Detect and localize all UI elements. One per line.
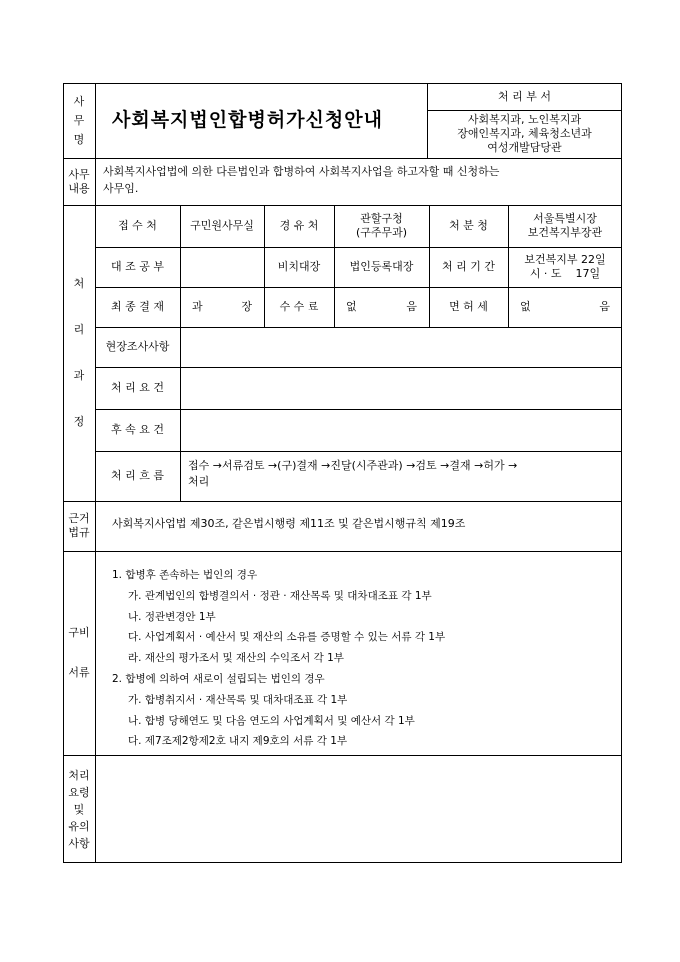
department-line: 여성개발담당관	[487, 141, 562, 154]
document-item: 나. 정관변경안 1부	[128, 610, 216, 623]
label-line: 서류	[68, 666, 90, 679]
document-item: 라. 재산의 평가조서 및 재산의 수익조서 각 1부	[128, 652, 344, 665]
side-label-legal-basis	[63, 501, 95, 551]
label-site-survey: 현장조사사항	[105, 340, 170, 353]
label-followup: 후 속 요 건	[111, 423, 164, 436]
label-char: 명	[73, 133, 85, 146]
value-processing-period	[508, 247, 622, 287]
label-processing-period: 처 리 기 간	[442, 260, 495, 273]
label-reception: 접 수 처	[118, 219, 157, 232]
label-char: 무	[73, 114, 85, 127]
value-line: 시 · 도 17일	[529, 267, 601, 280]
document-item: 가. 관계법인의 합병결의서 · 정관 · 재산목록 및 대차대조표 각 1부	[128, 589, 432, 602]
value-line: 관할구청	[360, 212, 403, 225]
task-content-line: 사회복지사업법에 의한 다른법인과 합병하여 사회복지사업을 하고자할 때 신청하는	[103, 165, 500, 178]
value-part: 없	[346, 300, 357, 313]
side-label-notes	[63, 755, 95, 863]
label-char: 정	[73, 415, 85, 428]
label-via: 경 유 처	[279, 219, 319, 232]
value-reception: 구민원사무실	[190, 219, 254, 232]
label-authority: 처 분 청	[449, 219, 488, 232]
value-line: 서울특별시장	[533, 212, 597, 225]
label-register: 비치대장	[277, 260, 321, 273]
department-line: 장애인복지과, 체육청소년과	[457, 127, 592, 140]
side-label-task-content	[63, 158, 95, 205]
label-license-tax: 면 허 세	[449, 300, 488, 313]
divider	[63, 158, 622, 159]
value-authority	[508, 205, 622, 247]
side-label-process	[63, 205, 95, 501]
label-line: 구비	[68, 626, 90, 639]
label-final-approval: 최 종 결 재	[111, 300, 164, 313]
value-line: 보건복지부장관	[527, 226, 603, 239]
value-register: 법인등록대장	[349, 260, 414, 273]
flow-line: 처리	[188, 475, 210, 488]
label-line: 요령	[68, 785, 90, 799]
value-line: 보건복지부 22일	[524, 253, 606, 266]
department-header: 처 리 부 서	[498, 89, 551, 103]
document-item: 나. 합병 당해연도 및 다음 연도의 사업계획서 및 예산서 각 1부	[128, 714, 415, 727]
label-reference-ledger: 대 조 공 부	[111, 260, 164, 273]
department-list	[427, 110, 622, 158]
label-line: 내용	[68, 181, 90, 195]
label-line: 법규	[68, 526, 90, 539]
label-line: 처리	[68, 768, 90, 782]
value-part: 과	[192, 300, 203, 313]
page-title: 사회복지법인합병허가신청안내	[112, 109, 383, 131]
value-part: 음	[406, 300, 417, 313]
divider	[63, 551, 622, 552]
value-license-tax	[508, 287, 622, 327]
label-line: 사항	[68, 836, 90, 850]
value-line: (구주무과)	[355, 226, 408, 239]
divider	[63, 755, 622, 756]
side-label-documents	[63, 551, 95, 755]
value-via	[334, 205, 429, 247]
value-fee	[334, 287, 429, 327]
label-char: 과	[73, 369, 85, 382]
label-line: 사무	[68, 167, 90, 181]
label-processing-flow: 처 리 흐 름	[111, 469, 164, 482]
department-line: 사회복지과, 노인복지과	[467, 113, 582, 126]
value-reference-ledger	[180, 247, 264, 287]
label-fee: 수 수 료	[279, 300, 319, 313]
flow-line: 접수 →서류검토 →(구)결재 →진달(시주관과) →검토 →결재 →허가 →	[188, 459, 518, 472]
document-item: 1. 합병후 존속하는 법인의 경우	[112, 569, 258, 581]
task-content-line: 사무임.	[103, 182, 139, 195]
label-requirements: 처 리 요 건	[111, 381, 164, 394]
processing-flow	[188, 458, 618, 490]
value-part: 장	[241, 300, 252, 313]
divider	[63, 501, 622, 502]
label-line: 유의	[68, 819, 90, 833]
legal-basis-text: 사회복지사업법 제30조, 같은법시행령 제11조 및 같은법시행규칙 제19조	[112, 517, 466, 530]
document-item: 2. 합병에 의하여 새로이 설립되는 법인의 경우	[112, 672, 325, 685]
side-label-samu	[63, 83, 95, 158]
document-item: 다. 제7조제2항제2호 내지 제9호의 서류 각 1부	[128, 735, 348, 748]
label-char: 사	[73, 95, 85, 108]
value-final-approval	[180, 287, 264, 327]
label-line: 및	[73, 802, 85, 816]
document-item: 가. 합병취지서 · 재산목록 및 대차대조표 각 1부	[128, 693, 348, 706]
value-part: 음	[599, 300, 610, 313]
label-char: 리	[73, 323, 85, 336]
label-char: 처	[73, 277, 85, 290]
document-item: 다. 사업계획서 · 예산서 및 재산의 소유를 증명할 수 있는 서류 각 1부	[128, 631, 446, 644]
label-line: 근거	[68, 512, 90, 525]
task-content	[103, 163, 615, 197]
documents-list	[112, 565, 445, 752]
value-part: 없	[520, 300, 531, 313]
